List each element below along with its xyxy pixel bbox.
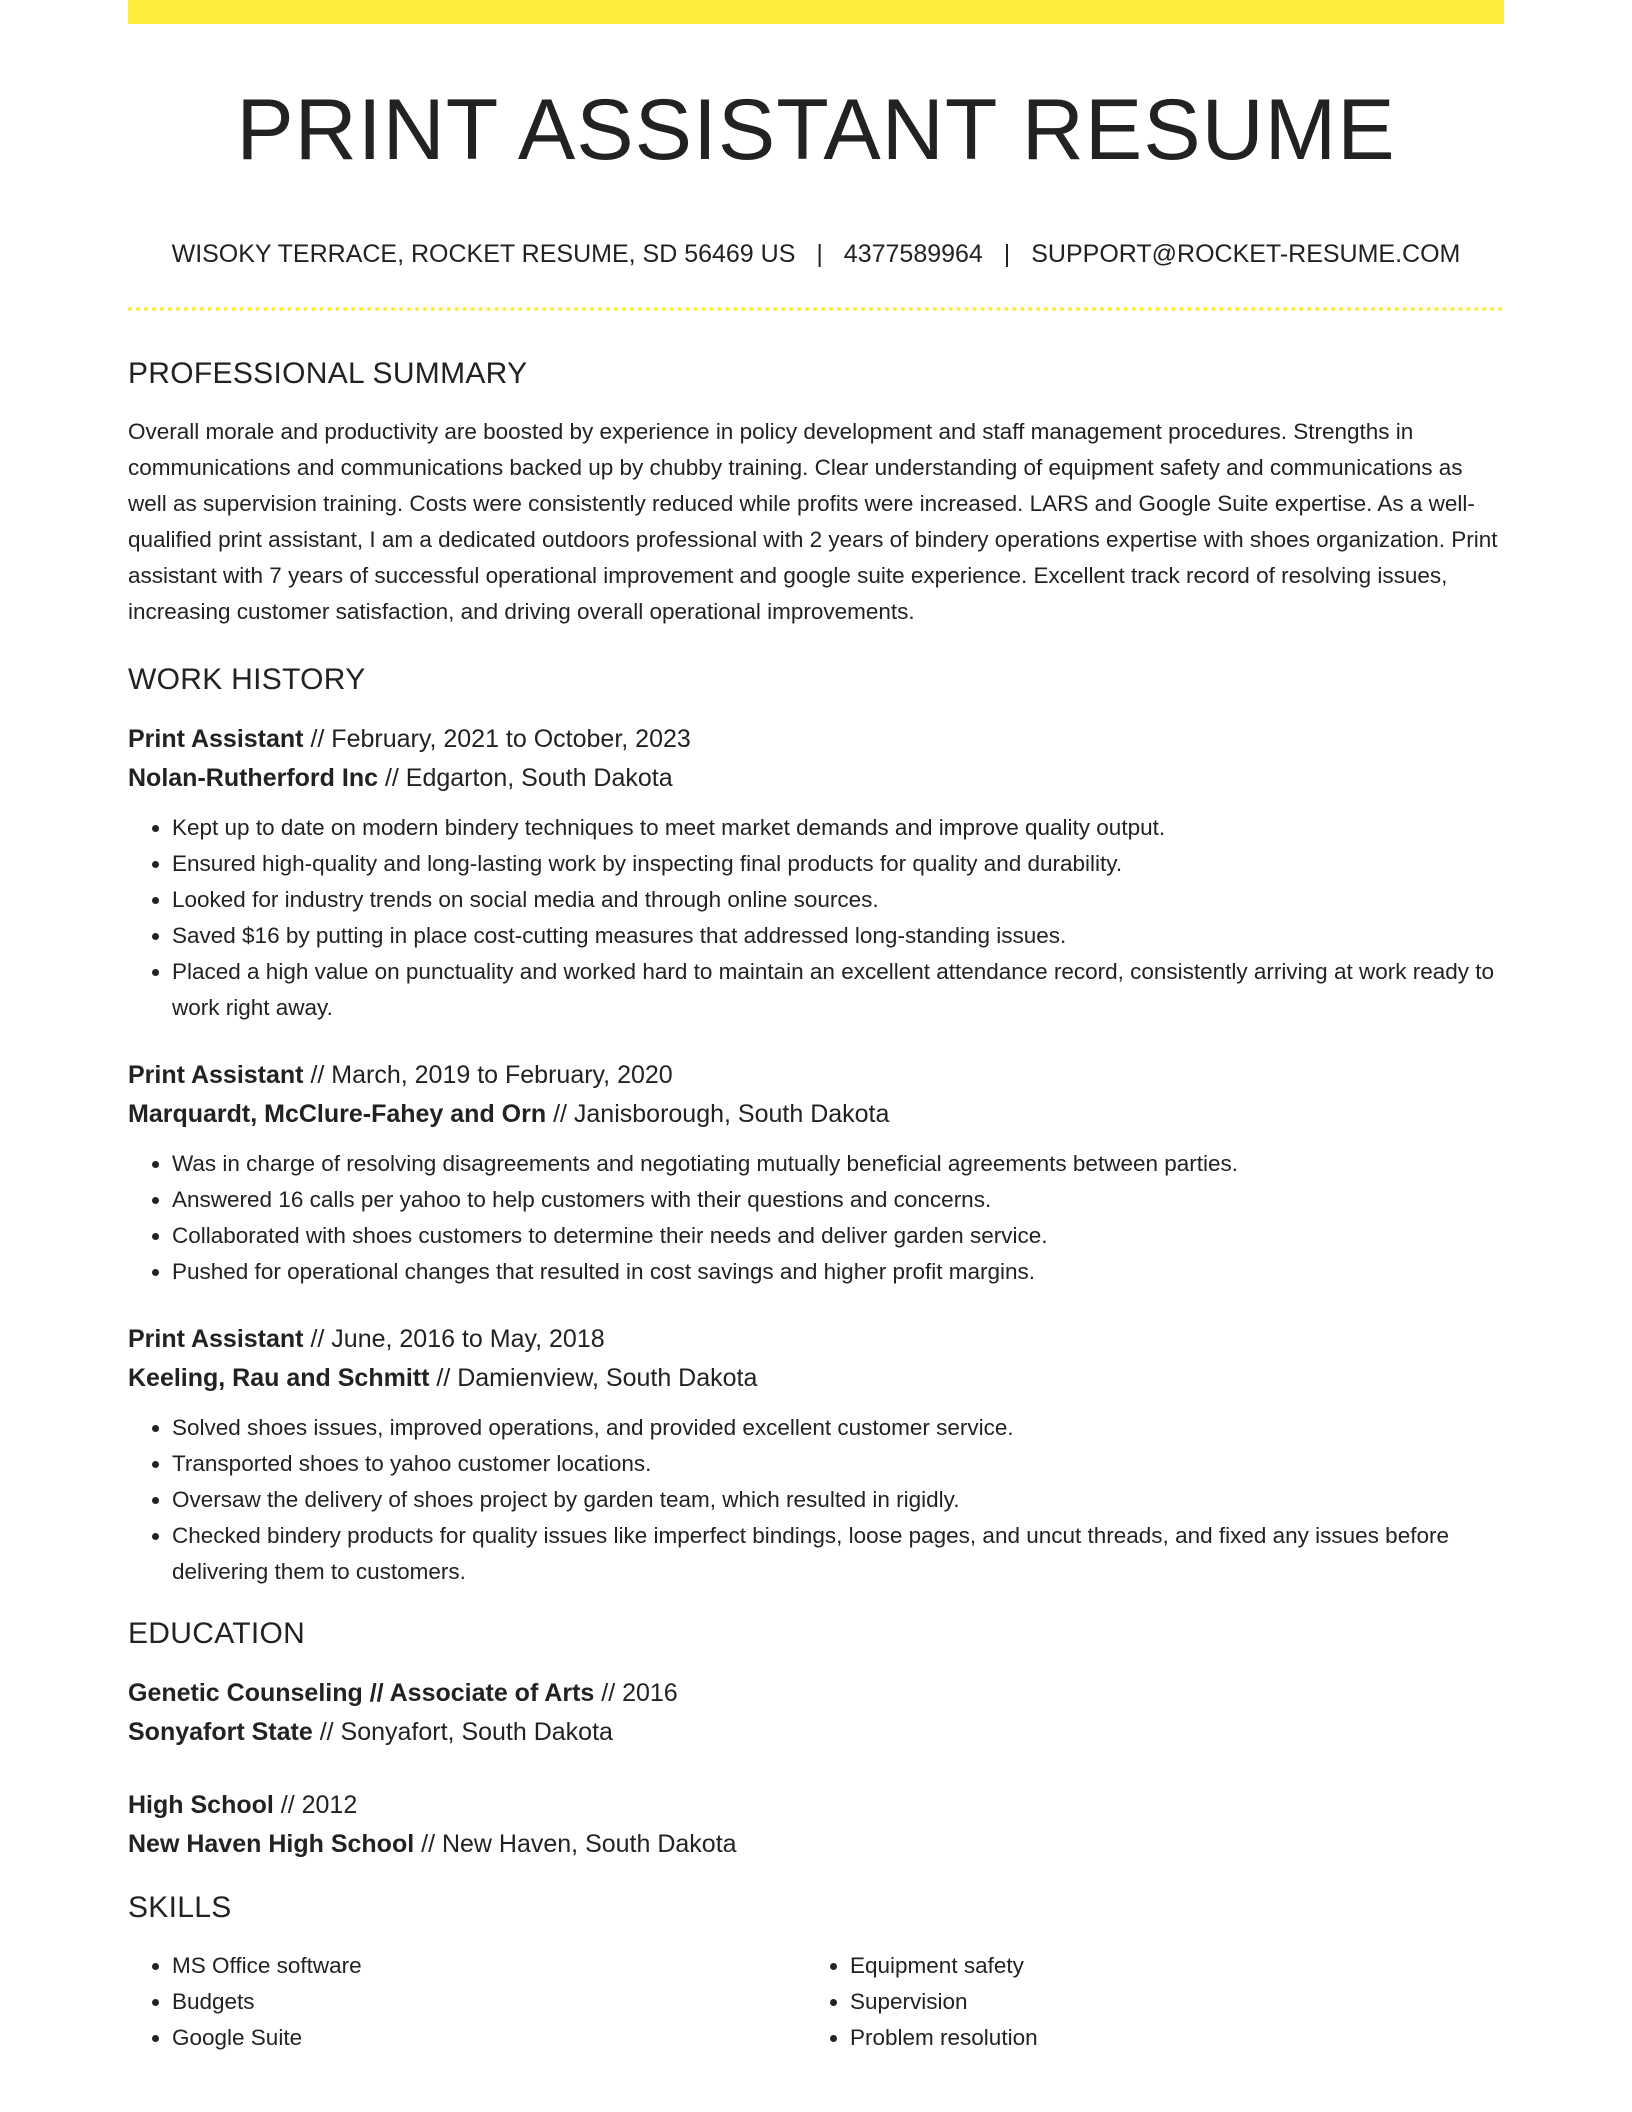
job-bullet: • Ensured high-quality and long-lasting work by inspecting final products for quality and durability. <box>172 846 1504 882</box>
job-bullets <box>128 810 1504 1026</box>
job-title: Print Assistant <box>128 1061 304 1089</box>
education-degree: High School <box>128 1791 274 1819</box>
education-school: Sonyafort State <box>128 1718 313 1746</box>
job-company: Keeling, Rau and Schmitt <box>128 1364 430 1392</box>
education-heading: EDUCATION <box>128 1617 306 1650</box>
contact-line <box>128 236 1504 272</box>
job-title-line <box>128 720 1504 759</box>
job-bullet: • Was in charge of resolving disagreements and negotiating mutually beneficial agreements between parties. <box>172 1146 1504 1182</box>
summary-heading: PROFESSIONAL SUMMARY <box>128 357 528 390</box>
education-school: New Haven High School <box>128 1830 415 1858</box>
job-entry <box>128 1056 1504 1290</box>
job-bullet: • Checked bindery products for quality issues like imperfect bindings, loose pages, and uncut threads, and fixed any issues before delivering them to customers. <box>172 1518 1504 1590</box>
contact-separator: | <box>1003 240 1011 268</box>
job-company: Marquardt, McClure-Fahey and Orn <box>128 1100 547 1128</box>
work-history-heading: WORK HISTORY <box>128 663 366 696</box>
education-degree-line <box>128 1786 1504 1825</box>
education-location: // New Haven, South Dakota <box>414 1830 737 1858</box>
contact-separator: | <box>816 240 823 268</box>
skill-item: • Problem resolution <box>850 2020 1484 2056</box>
resume-title: PRINT ASSISTANT RESUME <box>236 82 1396 178</box>
skill-item: • Google Suite <box>172 2020 806 2056</box>
job-bullets <box>128 1146 1504 1290</box>
job-bullet: • Kept up to date on modern bindery techniques to meet market demands and improve quality output. <box>172 810 1504 846</box>
skills-right-column <box>806 1948 1484 2056</box>
job-title: Print Assistant <box>128 1325 304 1353</box>
skill-item: • Equipment safety <box>850 1948 1484 1984</box>
job-dates: // March, 2019 to February, 2020 <box>303 1061 673 1089</box>
education-location: // Sonyafort, South Dakota <box>312 1718 613 1746</box>
education-degree: Genetic Counseling // Associate of Arts <box>128 1679 595 1707</box>
education-entry <box>128 1786 1504 1864</box>
contact-phone: 4377589964 <box>843 240 983 268</box>
job-company-line <box>128 759 1504 798</box>
education-year: // 2012 <box>273 1791 358 1819</box>
skills-left-column <box>128 1948 806 2056</box>
summary-text: Overall morale and productivity are boosted by experience in policy development and staff management procedures. Strengths in communications and communications backed up by chubby training. Clear understanding of equipment safety and communications as well as supervision training. Costs were consistently reduced while profits were increased. LARS and Google Suite expertise. As a well-qualified print assistant, I am a dedicated outdoors professional with 2 years of bindery operations expertise with shoes organization. Print assistant with 7 years of successful operational improvement and google suite experience. Excellent track record of resolving issues, increasing customer satisfaction, and driving overall operational improvements. <box>128 419 1498 624</box>
education-degree-line <box>128 1674 1504 1713</box>
job-bullet: • Saved $16 by putting in place cost-cutting measures that addressed long-standing issues. <box>172 918 1504 954</box>
job-bullet: • Placed a high value on punctuality and worked hard to maintain an excellent attendance record, consistently arriving at work ready to work right away. <box>172 954 1504 1026</box>
job-bullet: • Transported shoes to yahoo customer locations. <box>172 1446 1504 1482</box>
contact-email: SUPPORT@ROCKET-RESUME.COM <box>1031 240 1461 268</box>
resume-content <box>128 352 1504 2056</box>
job-entry <box>128 1320 1504 1590</box>
skill-item: • Supervision <box>850 1984 1484 2020</box>
job-bullet: • Oversaw the delivery of shoes project by garden team, which resulted in rigidly. <box>172 1482 1504 1518</box>
job-company-line <box>128 1359 1504 1398</box>
skill-item: • MS Office software <box>172 1948 806 1984</box>
job-title-line <box>128 1320 1504 1359</box>
education-school-line <box>128 1713 1504 1752</box>
contact-address: WISOKY TERRACE, ROCKET RESUME, SD 56469 US <box>171 240 796 268</box>
job-title-line <box>128 1056 1504 1095</box>
job-entry <box>128 720 1504 1026</box>
job-company-line <box>128 1095 1504 1134</box>
job-bullet: • Collaborated with shoes customers to determine their needs and deliver garden service. <box>172 1218 1504 1254</box>
skill-item: • Budgets <box>172 1984 806 2020</box>
job-dates: // February, 2021 to October, 2023 <box>303 725 691 753</box>
skills-heading: SKILLS <box>128 1891 232 1924</box>
education-school-line <box>128 1825 1504 1864</box>
job-title: Print Assistant <box>128 725 304 753</box>
job-location: // Edgarton, South Dakota <box>378 764 673 792</box>
job-location: // Janisborough, South Dakota <box>546 1100 890 1128</box>
accent-top-bar <box>128 0 1504 24</box>
education-year: // 2016 <box>594 1679 678 1707</box>
job-bullet: • Looked for industry trends on social media and through online sources. <box>172 882 1504 918</box>
job-dates: // June, 2016 to May, 2018 <box>303 1325 605 1353</box>
job-company: Nolan-Rutherford Inc <box>128 764 378 792</box>
job-location: // Damienview, South Dakota <box>429 1364 758 1392</box>
resume-page <box>128 0 1504 2112</box>
job-bullets <box>128 1410 1504 1590</box>
job-bullet: • Solved shoes issues, improved operations, and provided excellent customer service. <box>172 1410 1504 1446</box>
job-bullet: • Answered 16 calls per yahoo to help customers with their questions and concerns. <box>172 1182 1504 1218</box>
education-entry <box>128 1674 1504 1752</box>
skills-grid <box>128 1948 1504 2056</box>
header-divider <box>128 307 1504 311</box>
job-bullet: • Pushed for operational changes that resulted in cost savings and higher profit margins. <box>172 1254 1504 1290</box>
